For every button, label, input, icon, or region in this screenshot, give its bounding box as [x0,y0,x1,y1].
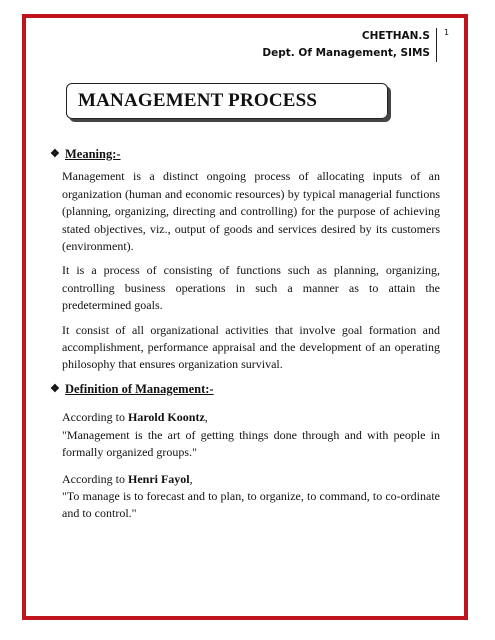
meaning-paragraph: It consist of all organizational activities that involve goal formation and accomplishment, performance appraisal and the development of an operating philosophy that ensures organization survival. [62,322,440,372]
attribution-suffix: , [189,471,193,486]
author-of-definition: Henri Fayol [127,471,190,486]
definition-heading [50,381,440,398]
author-of-definition: Harold Koontz [127,410,205,425]
attribution-prefix: According to [62,471,128,486]
four-diamond-bullet-icon: ❖ [50,382,60,395]
document-body [50,146,440,523]
definition-quote: "To manage is to forecast and to plan, to organize, to command, to co-ordinate and to control." [62,488,440,521]
department-name: Dept. Of Management, SIMS [262,47,430,59]
definition-attribution [62,471,440,488]
meaning-paragraph: It is a process of consisting of functions such as planning, organizing, controlling business operations in such a manner as to attain the predetermined goals. [62,263,440,313]
meaning-heading [50,146,440,163]
four-diamond-bullet-icon: ❖ [50,148,60,160]
definition-entry [50,471,440,523]
definition-attribution [62,409,440,426]
page-number: 1 [444,28,450,37]
meaning-paragraph: Management is a distinct ongoing process of allocating inputs of an organization (human and economic resources) by typical managerial functions (planning, organizing, directing and controlling) for the purpose of achieving stated objectives, viz., output of goods and services desired by its customers (environment). [62,169,440,254]
page-header [262,28,437,62]
meaning-heading-text: Meaning:- [65,147,121,161]
author-name: CHETHAN.S [361,30,430,42]
attribution-prefix: According to [62,410,128,425]
definition-quote: "Management is the art of getting things done through and with people in formally organized groups." [62,427,440,460]
definition-entry [50,409,440,461]
title-box [66,83,388,119]
page-title: MANAGEMENT PROCESS [78,90,318,111]
definition-heading-text: Definition of Management:- [65,381,214,396]
attribution-suffix: , [204,410,208,425]
